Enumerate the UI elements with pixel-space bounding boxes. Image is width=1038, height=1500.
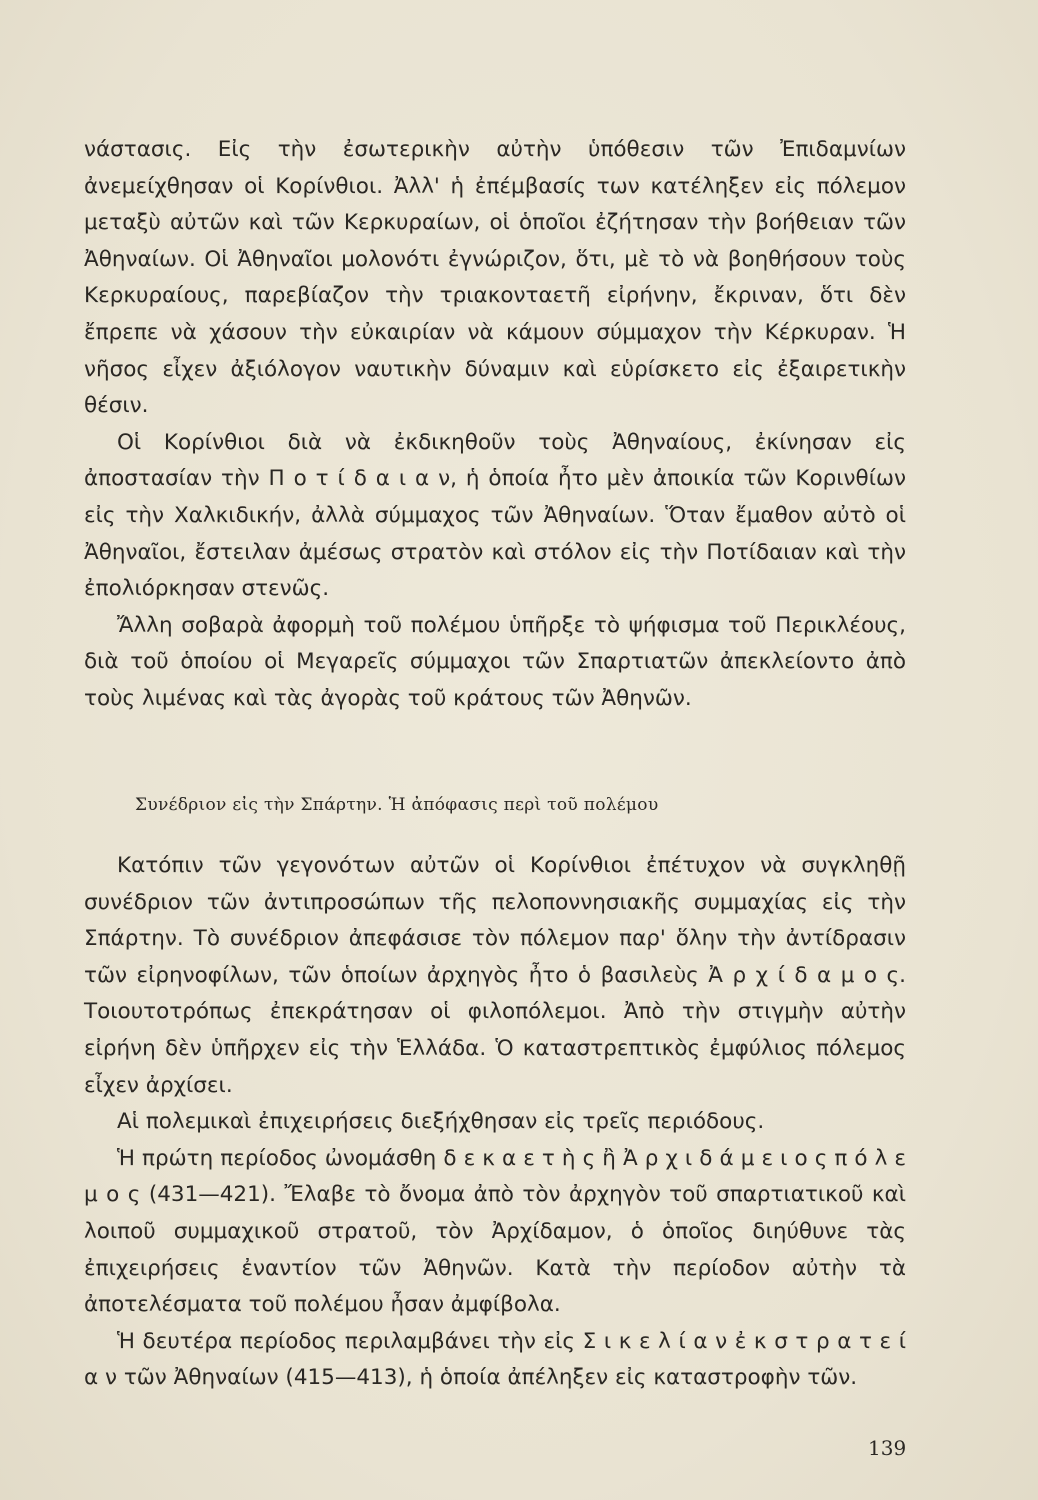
- paragraph: Ἡ δευτέρα περίοδος περιλαμβάνει τὴν εἰς Σ ι κ ε λ ί α ν ἐ κ σ τ ρ α τ ε ί α ν τῶν Ἀθηναίων (415—413), ἡ ὁποία ἀπέληξεν εἰς καταστροφὴν τῶν.: [84, 1328, 906, 1391]
- paragraph: Κατόπιν τῶν γεγονότων αὐτῶν οἱ Κορίνθιοι ἐπέτυχον νὰ συγκληθῇ συνέδριον τῶν ἀντιπροσώπων τῆς πελοποννησιακῆς συμμαχίας εἰς τὴν Σπάρτην. Τὸ συνέδριον ἀπεφάσισε τὸν πόλεμον παρ' ὅλην τὴν ἀντίδρασιν τῶν εἰρηνοφίλων, τῶν ὁποίων ἀρχηγὸς ἦτο ὁ βασιλεὺς Ἀ ρ χ ί δ α μ ο ς. Τοιουτοτρόπως ἐπεκράτησαν οἱ φιλοπόλεμοι. Ἀπὸ τὴν στιγμὴν αὐτὴν εἰρήνη δὲν ὑπῆρχεν εἰς τὴν Ἑλλάδα. Ὁ καταστρεπτικὸς ἐμφύλιος πόλεμος εἶχεν ἀρχίσει.: [84, 853, 906, 1098]
- page-number: 139: [868, 1436, 907, 1460]
- section-heading: Συνέδριον εἰς τὴν Σπάρτην. Ἡ ἀπόφασις περὶ τοῦ πολέμου: [135, 795, 659, 815]
- paragraph: Ἄλλη σοβαρὰ ἀφορμὴ τοῦ πολέμου ὑπῆρξε τὸ ψήφισμα τοῦ Περικλέους, διὰ τοῦ ὁποίου οἱ Μεγαρεῖς σύμμαχοι τῶν Σπαρτιατῶν ἀπεκλείοντο ἀπὸ τοὺς λιμένας καὶ τὰς ἀγορὰς τοῦ κράτους τῶν Ἀθηνῶν.: [84, 612, 906, 711]
- paragraph: Οἱ Κορίνθιοι διὰ νὰ ἐκδικηθοῦν τοὺς Ἀθηναίους, ἐκίνησαν εἰς ἀποστασίαν τὴν Π ο τ ί δ α ι α ν, ἡ ὁποία ἦτο μὲν ἀποικία τῶν Κορινθίων εἰς τὴν Χαλκιδικήν, ἀλλὰ σύμμαχος τῶν Ἀθηναίων. Ὅταν ἔμαθον αὐτὸ οἱ Ἀθηναῖοι, ἔστειλαν ἀμέσως στρατὸν καὶ στόλον εἰς τὴν Ποτίδαιαν καὶ τὴν ἐπολιόρκησαν στενῶς.: [84, 429, 906, 602]
- text-section-2: [84, 848, 906, 1397]
- paragraph: νάστασις. Εἰς τὴν ἐσωτερικὴν αὐτὴν ὑπόθεσιν τῶν Ἐπιδαμνίων ἀνεμείχθησαν οἱ Κορίνθιοι. Ἀλλ' ἡ ἐπέμβασίς των κατέληξεν εἰς πόλεμον μεταξὺ αὐτῶν καὶ τῶν Κερκυραίων, οἱ ὁποῖοι ἐζήτησαν τὴν βοήθειαν τῶν Ἀθηναίων. Οἱ Ἀθηναῖοι μολονότι ἐγνώριζον, ὅτι, μὲ τὸ νὰ βοηθήσουν τοὺς Κερκυραίους, παρεβίαζον τὴν τριακονταετῆ εἰρήνην, ἔκριναν, ὅτι δὲν ἔπρεπε νὰ χάσουν τὴν εὐκαιρίαν νὰ κάμουν σύμμαχον τὴν Κέρκυραν. Ἡ νῆσος εἶχεν ἀξιόλογον ναυτικὴν δύναμιν καὶ εὑρίσκετο εἰς ἐξαιρετικὴν θέσιν.: [84, 137, 906, 419]
- paragraph: Ἡ πρώτη περίοδος ὠνομάσθη δ ε κ α ε τ ὴ ς ἢ Ἀ ρ χ ι δ ά μ ε ι ο ς π ό λ ε μ ο ς (431—421). Ἔλαβε τὸ ὄνομα ἀπὸ τὸν ἀρχηγὸν τοῦ σπαρτιατικοῦ καὶ λοιποῦ συμμαχικοῦ στρατοῦ, τὸν Ἀρχίδαμον, ὁ ὁποῖος διηύθυνε τὰς ἐπιχειρήσεις ἐναντίον τῶν Ἀθηνῶν. Κατὰ τὴν περίοδον αὐτὴν τὰ ἀποτελέσματα τοῦ πολέμου ἦσαν ἀμφίβολα.: [84, 1145, 906, 1318]
- paragraph: Αἱ πολεμικαὶ ἐπιχειρήσεις διεξήχθησαν εἰς τρεῖς περιόδους.: [117, 1109, 765, 1135]
- text-section-1: [84, 132, 906, 718]
